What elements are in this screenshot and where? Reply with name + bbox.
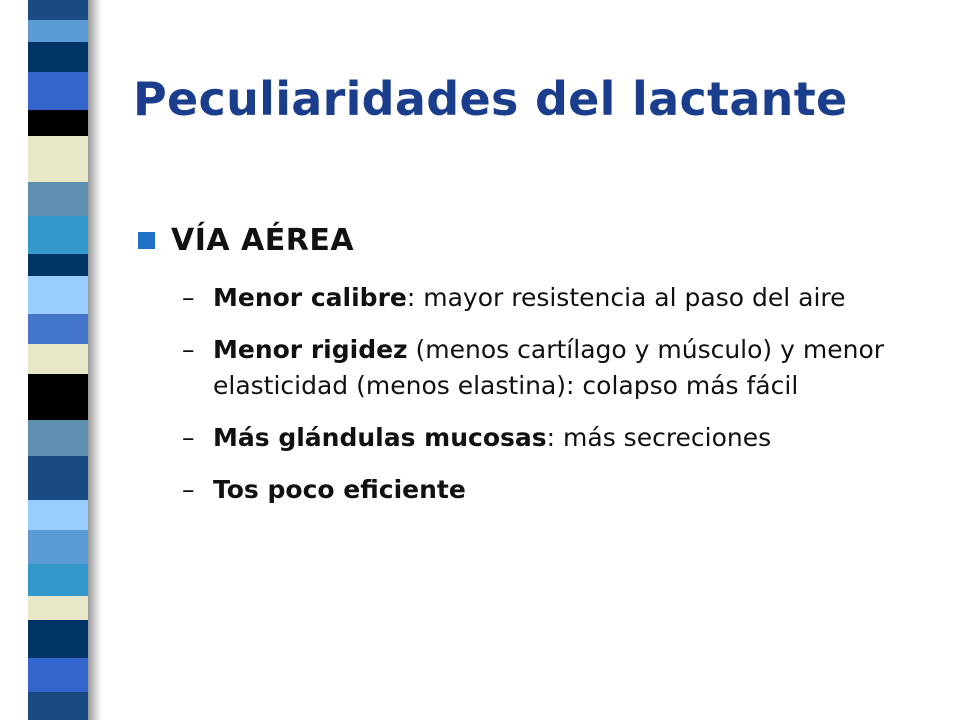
stripe-block — [28, 110, 88, 136]
stripe-block — [28, 596, 88, 620]
stripe-block — [28, 456, 88, 500]
item-bold-text: Tos poco eficiente — [213, 475, 466, 504]
stripe-block — [28, 344, 88, 374]
stripe-block — [28, 500, 88, 530]
bullet-section — [138, 218, 938, 524]
stripe-block — [28, 0, 88, 20]
stripe-block — [28, 276, 88, 314]
item-text: : mayor resistencia al paso del aire — [406, 283, 846, 312]
stripe-shadow — [88, 0, 102, 720]
list-item — [138, 420, 913, 456]
stripe-block — [28, 420, 88, 456]
dash-bullet: – — [182, 423, 195, 452]
item-bold-text: Menor calibre — [213, 283, 407, 312]
dash-bullet: – — [182, 475, 195, 504]
stripe-block — [28, 314, 88, 344]
item-text: : más secreciones — [546, 423, 772, 452]
stripe-block — [28, 564, 88, 596]
item-bold-text: Más glándulas mucosas — [213, 423, 547, 452]
stripe-left-edge — [0, 0, 28, 720]
stripe-block — [28, 136, 88, 182]
list-item — [138, 280, 913, 316]
stripe-block — [28, 530, 88, 564]
item-bold-text: Menor rigidez — [213, 335, 408, 364]
section-heading: VÍA AÉREA — [171, 222, 355, 258]
stripe-block — [28, 374, 88, 420]
stripe-block — [28, 254, 88, 276]
slide-title: Peculiaridades del lactante — [133, 72, 848, 126]
stripe-block — [28, 72, 88, 110]
stripe-block — [28, 182, 88, 216]
item-text: (menos cartílago y músculo) y menor elasticidad (menos elastina): colapso más fácil — [213, 335, 885, 400]
stripe-block — [28, 42, 88, 72]
list-item — [138, 332, 913, 404]
section-header — [138, 218, 938, 262]
decorative-stripe-bar — [28, 0, 88, 720]
sub-bullet-list — [138, 280, 938, 508]
stripe-block — [28, 20, 88, 42]
stripe-block — [28, 216, 88, 254]
dash-bullet: – — [182, 335, 195, 364]
stripe-block — [28, 620, 88, 658]
stripe-block — [28, 658, 88, 692]
list-item — [138, 472, 913, 508]
stripe-block — [28, 692, 88, 720]
dash-bullet: – — [182, 283, 195, 312]
square-bullet-icon — [138, 232, 155, 249]
